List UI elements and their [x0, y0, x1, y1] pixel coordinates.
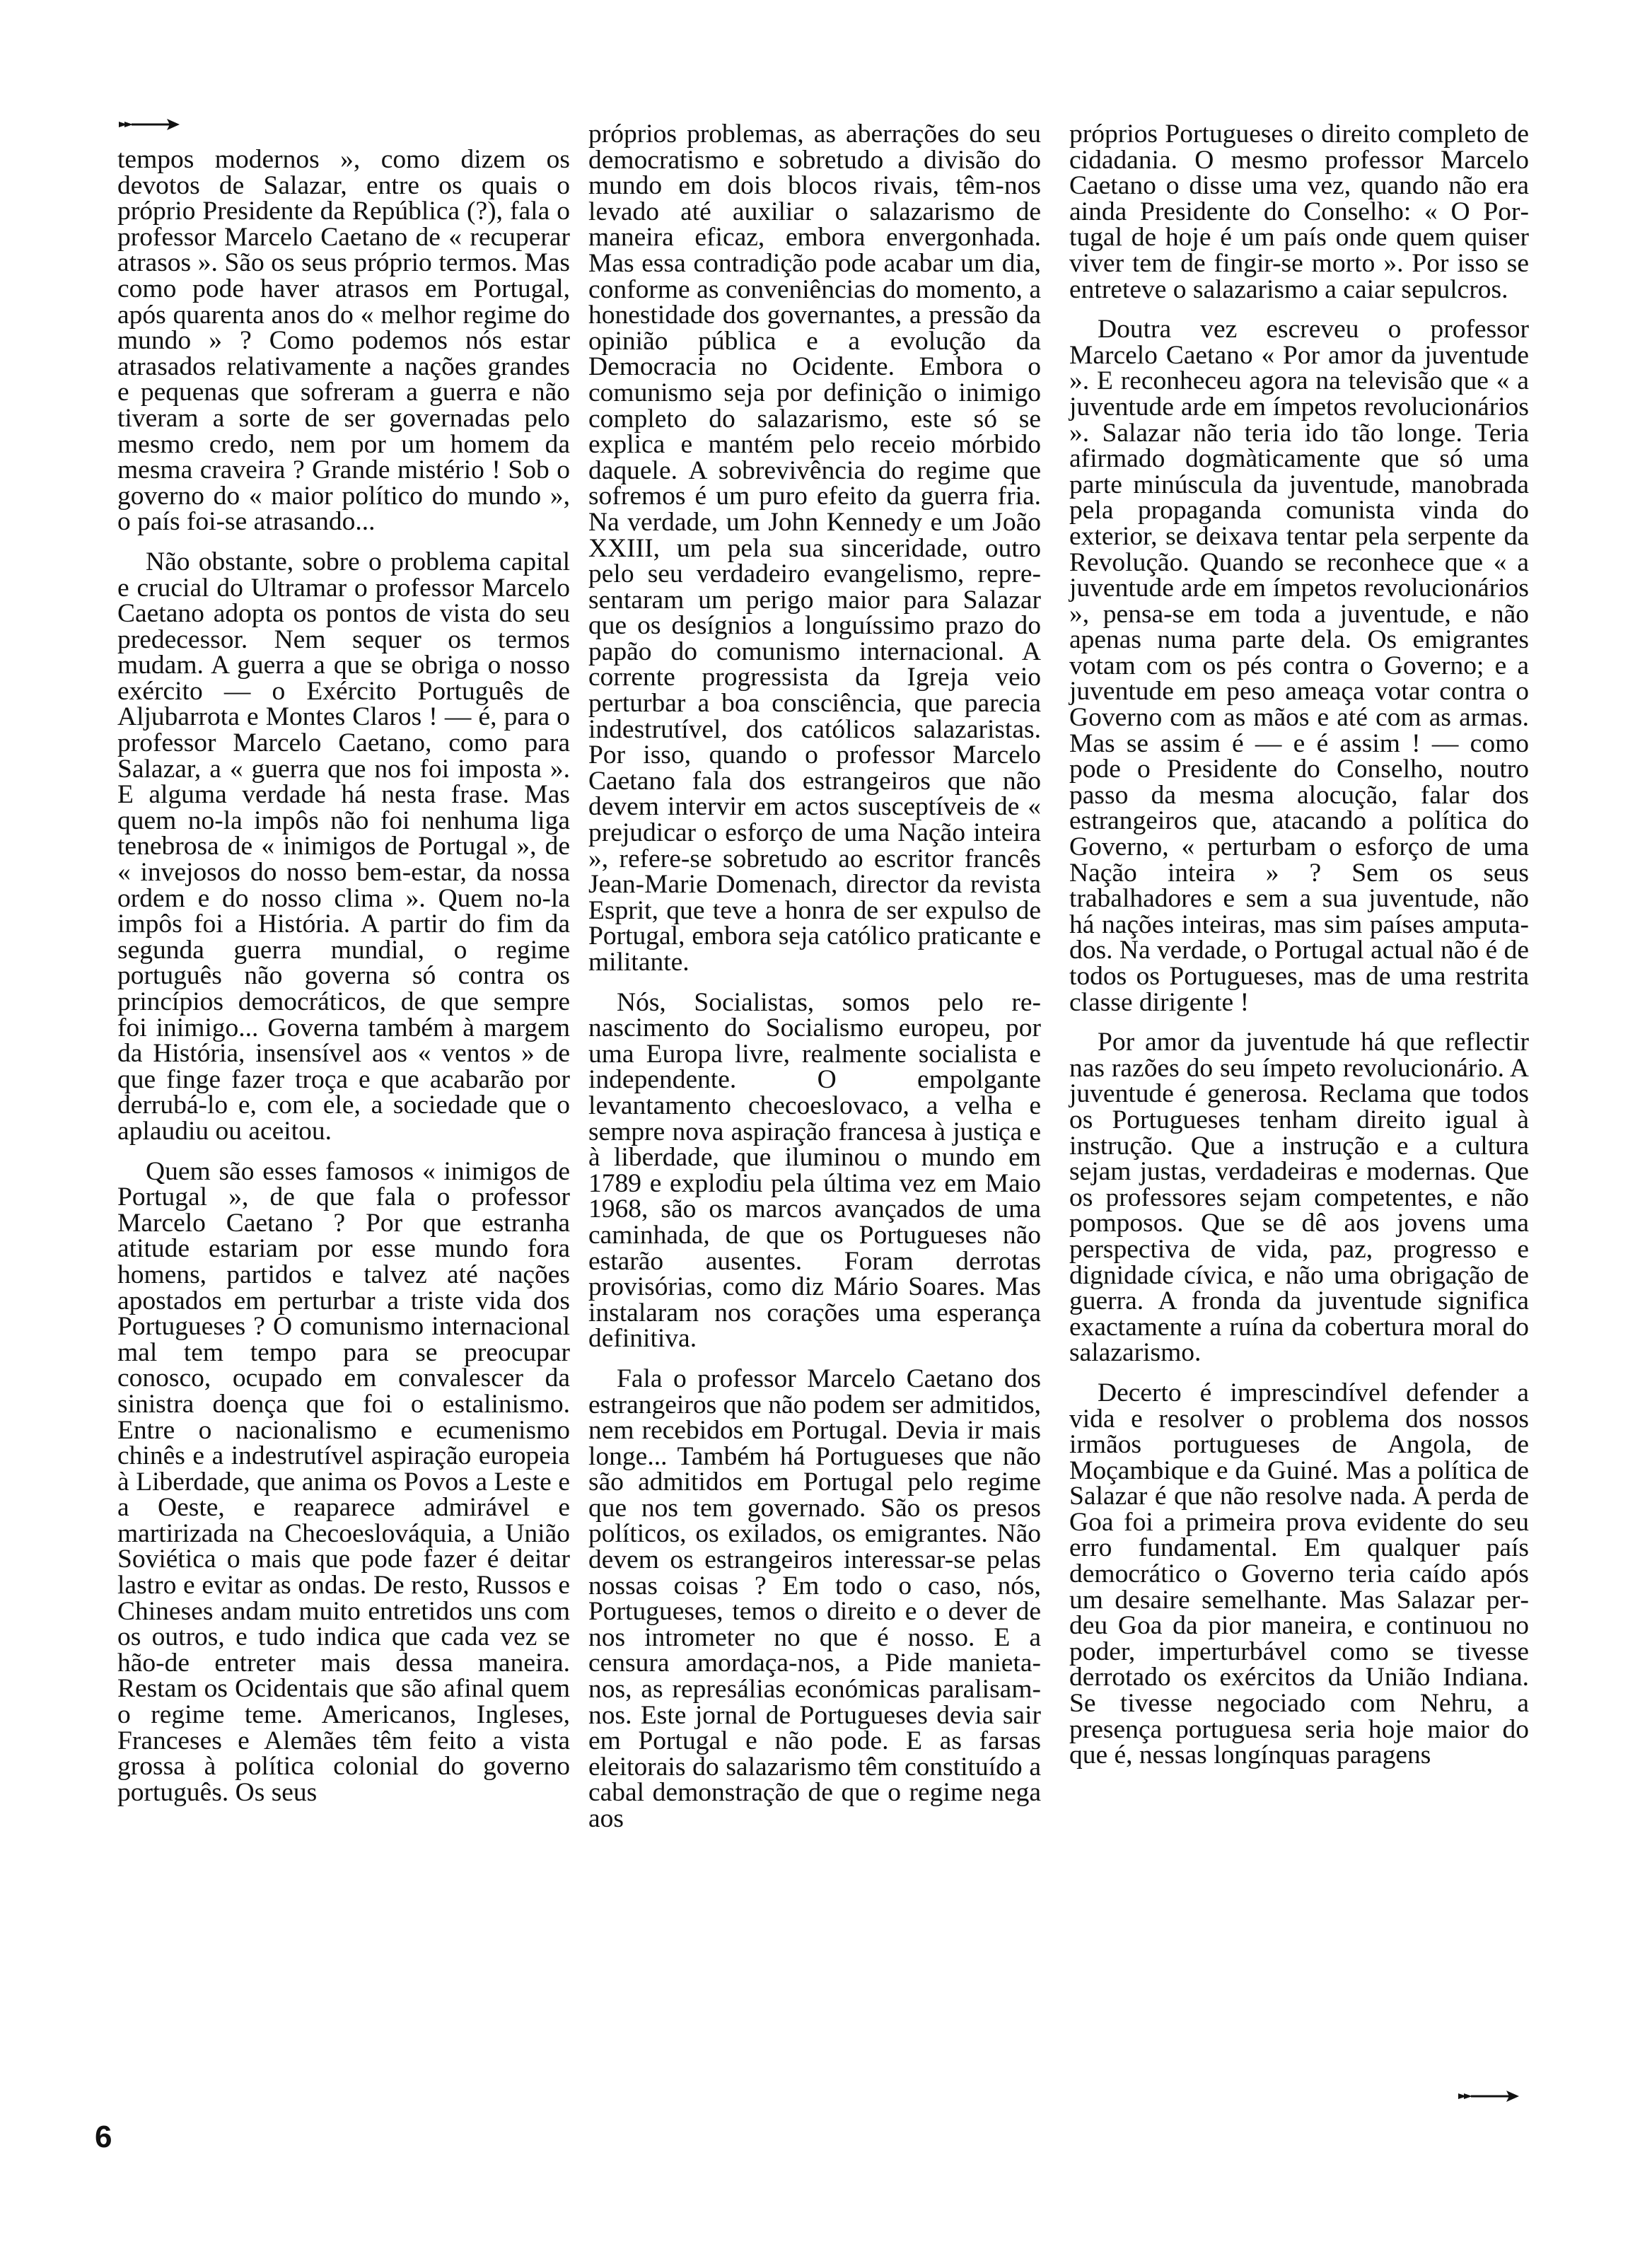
page-number: 6	[95, 2120, 112, 2154]
paragraph: Não obstante, sobre o problema capital e crucial do Ultramar o professor Marcelo Caetano adopta os pontos de vista do seu predecessor. Nem sequer os termos mudam. A guerra a que se obriga o nosso exército — o Exército Português de Aljubarrota e Montes Claros ! — é, para o professor Marcelo Caetano, como para Salazar, a « guerra que nos foi imposta ». E alguma verdade há nesta frase. Mas quem no-la impôs não foi nenhuma liga tenebrosa de « inimigos de Portugal », de « invejosos do nosso bem-estar, da nossa ordem e do nosso clima ». Quem no-la impôs foi a História. A partir do fim da segunda guerra mundial, o regime português não governa só contra os princípios democráticos, de que sempre foi inimigo... Governa também à margem da História, insensível aos « ventos » de que finge fazer troça e que acabarão por derrubá-lo e, com ele, a sociedade que o aplaudiu ou aceitou.	[117, 547, 570, 1146]
text-column-3	[1069, 122, 1529, 1769]
paragraph: Por amor da juventude há que reflectir nas razões do seu ímpeto revolucionário. A juventude é generosa. Reclama que todos os Portugueses tenham direito igual à instrução. Que a instrução e a cultura sejam justas, verdadeiras e modernas. Que os professores sejam competentes, e não pomposos. Que se dê aos jovens uma perspectiva de vida, paz, progresso e dignidade cívica, e não uma obrigação de guerra. A fronda da juventude significa exactamente a ruína da cobertura moral do salazarismo.	[1069, 1028, 1529, 1368]
paragraph: tempos modernos », como dizem os devotos de Salazar, entre os quais o próprio Presidente da República (?), fala o professor Marcelo Caetano de « recuperar atrasos ». São os seus próprio termos. Mas como pode haver atrasos em Portugal, após quarenta anos do « melhor regime do mundo » ? Como podemos nós estar atrasados relativamente a nações grandes e pequenas que sofreram a guerra e não tiveram a sorte de ser governadas pelo mesmo credo, nem por um homem da mesma craveira ? Grande mistério ! Sob o governo do « maior político do mundo », o país foi-se atrasando...	[117, 145, 570, 537]
paragraph: próprios problemas, as aberrações do seu democratismo e sobretudo a divisão do mundo em dois blocos rivais, têm-nos levado até auxiliar o salazarismo de maneira eficaz, embora envergonhada. Mas essa contradição pode acabar um dia, conforme as conveniências do momento, a honestidade dos governantes, a pressão da opinião pública e a evolução da Democracia no Ocidente. Embora o comunismo seja por definição o inimigo completo do salazarismo, este só se explica e mantém pelo receio mórbido daquele. A sobrevivência do regime que sofremos é um puro efeito da guerra fria. Na verdade, um John Kennedy e um João XXIII, um pela sua sinceridade, outro pelo seu verdadeiro evangelismo, representaram um perigo maior para Salazar que os desígnios a longuíssimo prazo do papão do comunismo internacional. A corrente progressista da Igreja veio perturbar a boa consciência, que parecia indestrutível, dos católicos salazaristas. Por isso, quando o professor Marcelo Caetano fala dos estrangeiros que não devem intervir em actos susceptíveis de « prejudicar o esforço de uma Nação inteira », refere-se sobretudo ao escritor francês Jean-Marie Domenach, director da revista Esprit, que teve a honra de ser expulso de Portugal, embora seja católico praticante e militante.	[588, 120, 1041, 977]
paragraph: Doutra vez escreveu o professor Marcelo Caetano « Por amor da juventude ». E reconheceu agora na televisão que « a juventude arde em ímpetos revolucionários ». Salazar não teria ido tão longe. Teria afirmado dogmàticamente que só uma parte minúscula da juventude, manobrada pela propaganda comunista vinda do exterior, se deixava tentar pela serpente da Revolução. Quando se reconhece que « a juventude arde em ímpetos revolucionários », pensa-se em toda a juventude, e não apenas numa parte dela. Os emigrantes votam com os pés contra o Governo; e a juventude em peso ameaça votar contra o Governo com as mãos e até com as armas. Mas se assim é — e é assim ! — como pode o Presidente do Conselho, noutro passo da mesma alocução, falar dos estrangeiros que, atacando a política do Governo, « perturbam o esforço de uma Nação inteira » ? Sem os seus trabalhadores e sem a sua juventude, não há nações inteiras, mas sim países amputados. Na verdade, o Portugal actual não é de todos os Portugueses, mas de uma restrita classe dirigente !	[1069, 315, 1529, 1017]
continuation-arrow-icon	[1457, 2088, 1520, 2105]
paragraph: Nós, Socialistas, somos pelo renascimento do Socialismo europeu, por uma Europa livre, realmente socialista e independente. O empolgante levantamento checoeslovaco, a velha e sempre nova aspiração francesa à justiça e à liberdade, que iluminou o mundo em 1789 e explodiu pela última vez em Maio 1968, são os marcos avançados de uma caminhada, de que os Portugueses não estarão ausentes. Foram derrotas provisórias, como diz Mário Soares. Mas instalaram nos corações uma esperança definitiva.	[588, 987, 1041, 1354]
paragraph: Fala o professor Marcelo Caetano dos estrangeiros que não podem ser admitidos, nem recebidos em Portugal. Devia ir mais longe... Também há Portugueses que não são admitidos em Portugal pelo regime que nos tem governado. São os presos políticos, os exilados, os emigrantes. Não devem os estrangeiros interessar-se pelas nossas coisas ? Em todo o caso, nós, Portugueses, temos o direito e o dever de nos intrometer no que é nosso. E a censura amordaça-nos, a Pide manieta-nos, as represálias económicas paralisam-nos. Este jornal de Portugueses devia sair em Portugal e não pode. E as farsas eleitorais do salazarismo têm constituído a cabal demonstração de que o regime nega aos	[588, 1364, 1041, 1833]
continuation-arrow-icon	[117, 116, 181, 133]
text-column-1	[117, 147, 570, 1806]
paragraph: Decerto é imprescindível defender a vida e resolver o problema dos nossos irmãos portugueses de Angola, de Moçambique e da Guiné. Mas a política de Salazar é que não resolve nada. A perda de Goa foi a primeira prova evidente do seu erro fundamental. Em qualquer país democrático o Governo teria caído após um desaire semelhante. Mas Salazar perdeu Goa da pior maneira, e continuou no poder, imperturbável como se tivesse derrotado os exércitos da União Indiana. Se tivesse negociado com Nehru, a presença portuguesa seria hoje maior do que é, nessas longínquas paragens	[1069, 1378, 1529, 1770]
text-column-2	[588, 122, 1041, 1832]
paragraph: próprios Portugueses o direito completo de cidadania. O mesmo professor Marcelo Caetano o disse uma vez, quando não era ainda Presidente do Conselho: « O Portugal de hoje é um país onde quem quiser viver tem de fingir-se morto ». Por isso se entreteve o salazarismo a caiar sepulcros.	[1069, 120, 1529, 304]
paragraph: Quem são esses famosos « inimigos de Portugal », de que fala o professor Marcelo Caetano ? Por que estranha atitude estariam por esse mundo fora homens, partidos e talvez até nações apostados em perturbar a triste vida dos Portugueses ? O comunismo internacional mal tem tempo para se preocupar conosco, ocupado em convalescer da sinistra doença que foi o estalinismo. Entre o nacionalismo e ecumenismo chinês e a indestrutível aspiração europeia à Liberdade, que anima os Povos a Leste e a Oeste, e reaparece admirável e martirizada na Checoeslováquia, a União Soviética o mais que pode fazer é deitar lastro e evitar as ondas. De resto, Russos e Chineses andam muito entretidos uns com os outros, e tudo indica que cada vez se hão-de entreter mais dessa maneira. Restam os Ocidentais que são afinal quem o regime teme. Americanos, Ingleses, Franceses e Alemães têm feito a vista grossa à política colonial do governo português. Os seus	[117, 1156, 570, 1807]
